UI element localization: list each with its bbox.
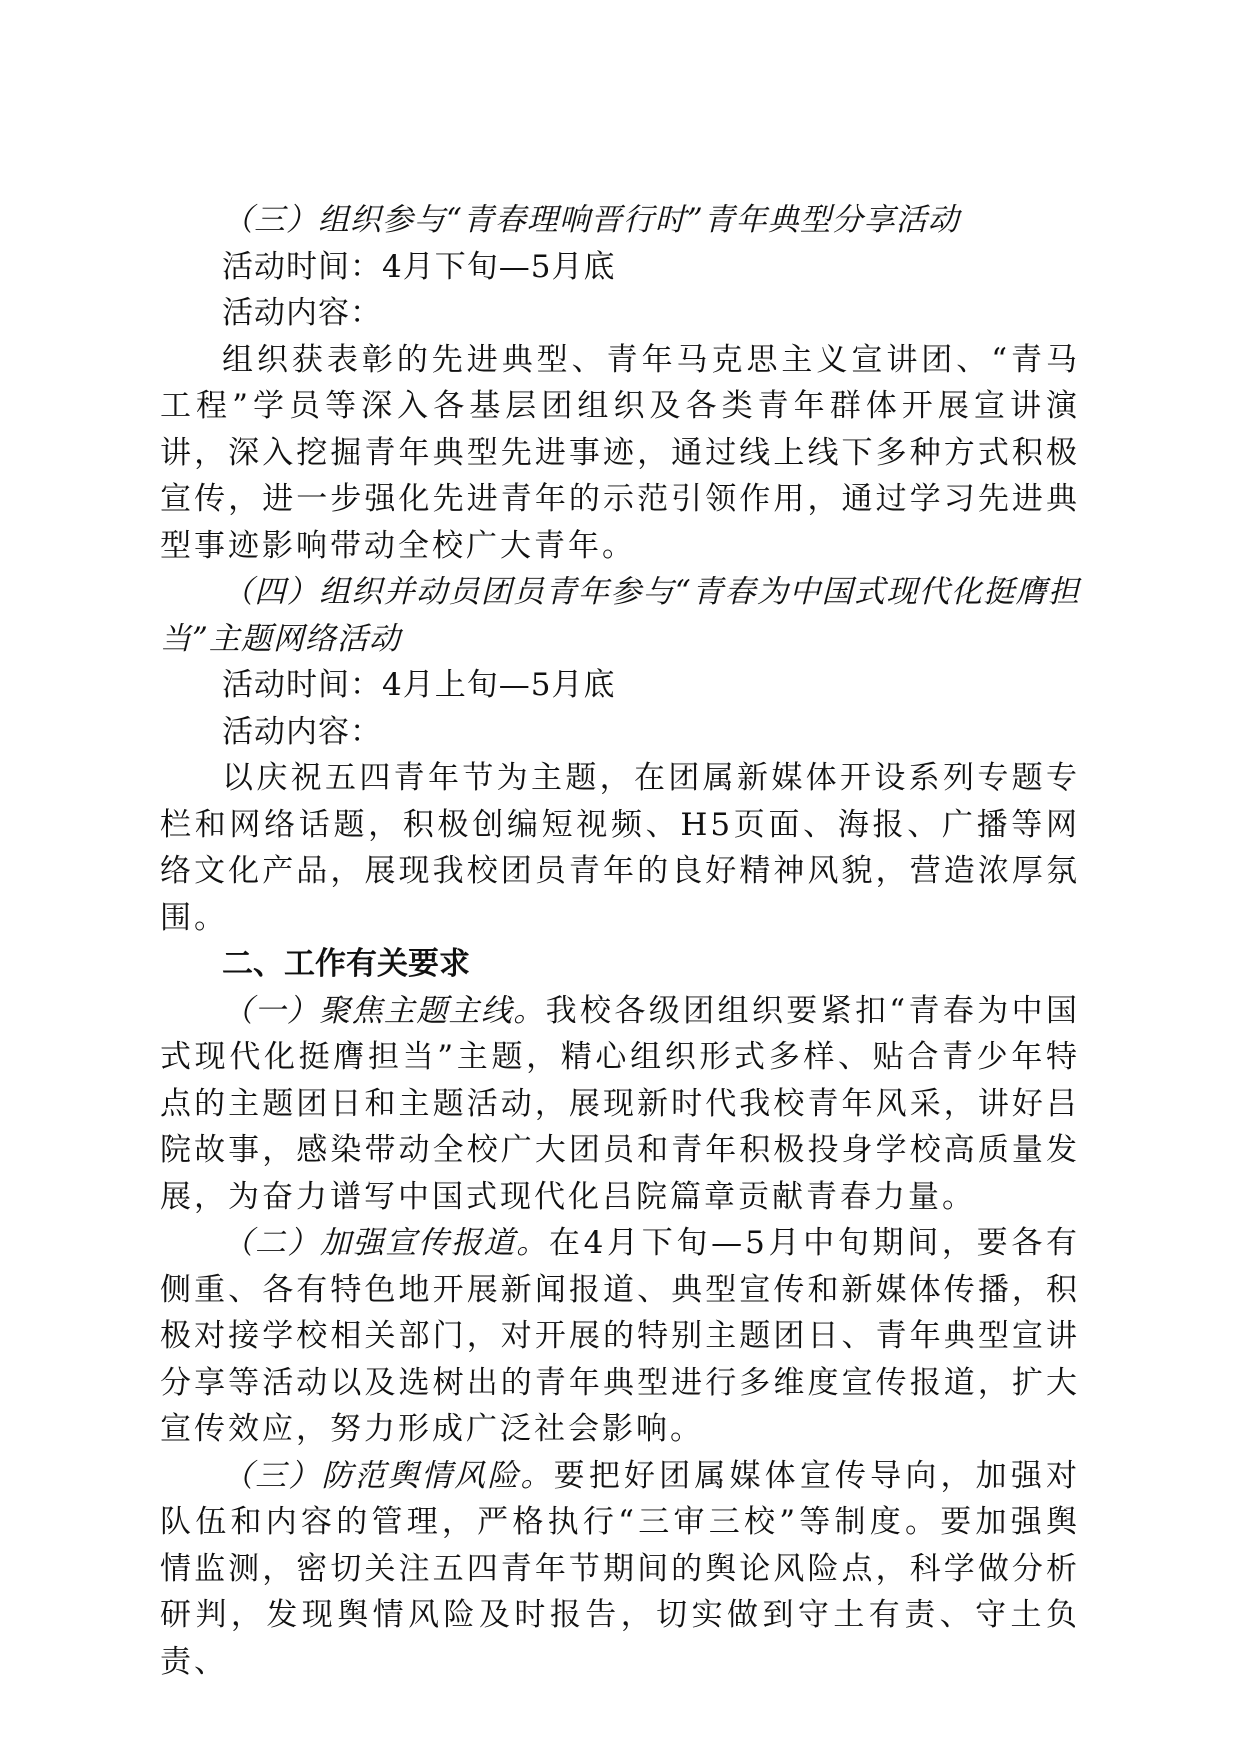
document-page	[160, 197, 1080, 1685]
requirement-3-body: 要把好团属媒体宣传导向，加强对队伍和内容的管理，严格执行“三审三校”等制度。要加强舆情监测，密切关注五四青年节期间的舆论风险点，科学做分析研判，发现舆情风险及时报告，切实做到守土有责、守土负责、	[160, 1457, 1081, 1680]
requirement-2	[160, 1220, 1080, 1453]
requirement-2-body: 在4月下旬—5月中旬期间，要各有侧重、各有特色地开展新闻报道、典型宣传和新媒体传播，积极对接学校相关部门，对开展的特别主题团日、青年典型宣讲分享等活动以及选树出的青年典型进行多维度宣传报道，扩大宣传效应，努力形成广泛社会影响。	[160, 1225, 1081, 1447]
section-4-activity-time: 活动时间：4月上旬—5月底	[222, 667, 616, 703]
section-4-title: （四）组织并动员团员青年参与“青春为中国式现代化挺膺担当”主题网络活动	[160, 574, 1080, 657]
part-2-heading: 二、工作有关要求	[222, 946, 470, 982]
requirement-1	[160, 988, 1080, 1221]
requirement-1-lead: （一）聚焦主题主线。	[222, 992, 546, 1029]
section-4-content-label: 活动内容：	[222, 713, 382, 750]
requirement-2-lead: （二）加强宣传报道。	[222, 1225, 549, 1261]
section-3-activity-time: 活动时间：4月下旬—5月底	[222, 248, 616, 285]
requirement-1-body: 我校各级团组织要紧扣“青春为中国式现代化挺膺担当”主题，精心组织形式多样、贴合青少年特点的主题团日和主题活动，展现新时代我校青年风采，讲好吕院故事，感染带动全校广大团员和青年积极投身学校高质量发展，为奋力谱写中国式现代化吕院篇章贡献青春力量。	[160, 992, 1080, 1215]
section-4-content-body: 以庆祝五四青年节为主题，在团属新媒体开设系列专题专栏和网络话题，积极创编短视频、H5页面、海报、广播等网络文化产品，展现我校团员青年的良好精神风貌，营造浓厚氛围。	[160, 760, 1080, 936]
section-3-content-body: 组织获表彰的先进典型、青年马克思主义宣讲团、“青马工程”学员等深入各基层团组织及各类青年群体开展宣讲演讲，深入挖掘青年典型先进事迹，通过线上线下多种方式积极宣传，进一步强化先进青年的示范引领作用，通过学习先进典型事迹影响带动全校广大青年。	[160, 341, 1080, 564]
requirement-3	[160, 1453, 1080, 1686]
requirement-3-lead: （三）防范舆情风险。	[222, 1457, 554, 1494]
section-3-content-label: 活动内容：	[222, 295, 382, 331]
section-3-title: （三）组织参与“青春理响晋行时”青年典型分享活动	[222, 202, 960, 238]
